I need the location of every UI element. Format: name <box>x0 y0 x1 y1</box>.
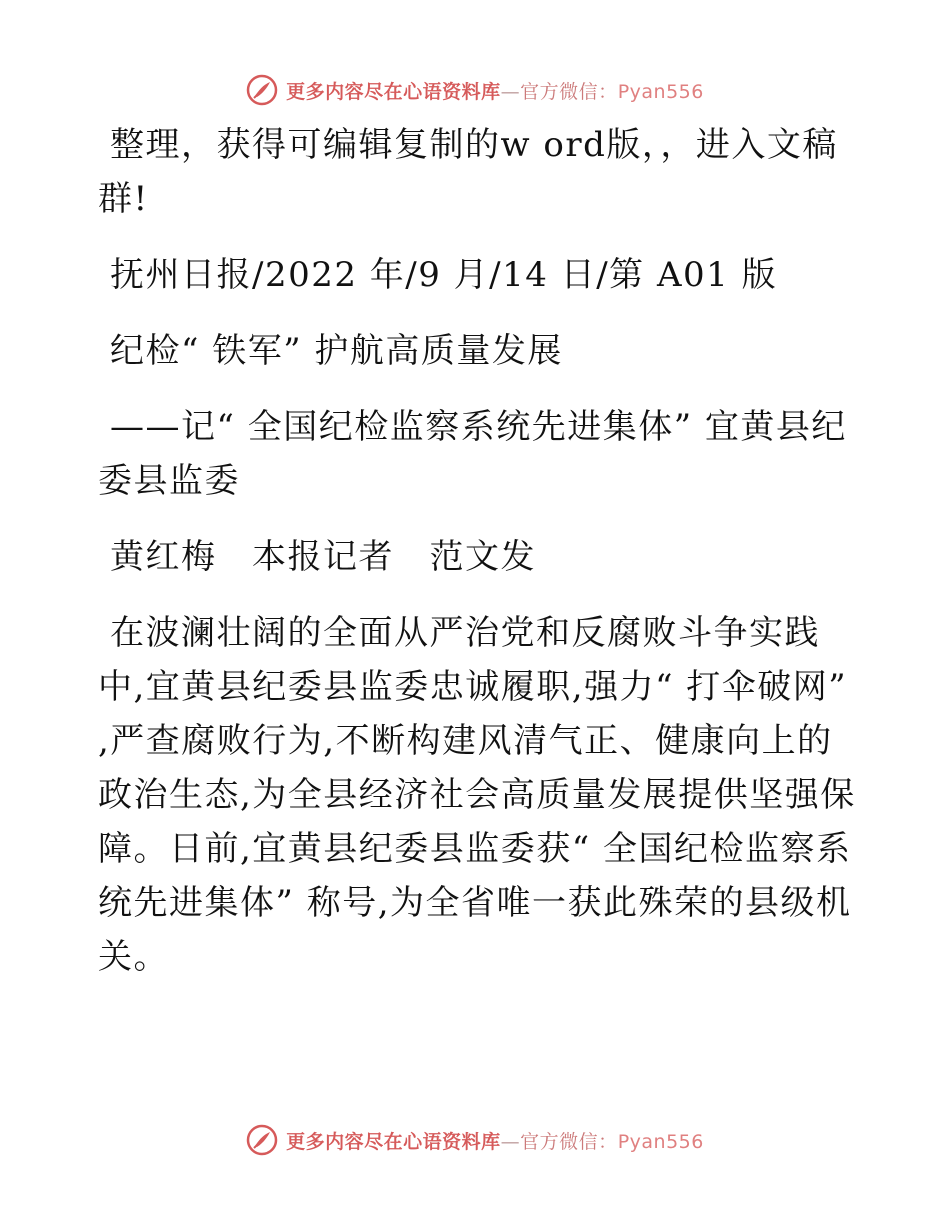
watermark-brand: 更多内容尽在心语资料库 <box>286 80 501 103</box>
source-line: 抚州日报/2022 年/9 月/14 日/第 A01 版 <box>110 255 778 295</box>
watermark-text <box>286 77 704 104</box>
watermark-handle: Pyan556 <box>617 80 704 103</box>
footer-watermark <box>0 1120 950 1160</box>
watermark-label: 官方微信： <box>520 1130 618 1153</box>
byline: 黄红梅 本报记者 范文发 <box>110 537 536 577</box>
watermark-handle: Pyan556 <box>617 1130 704 1153</box>
watermark-label: 官方微信： <box>520 80 618 103</box>
header-watermark <box>0 70 950 110</box>
watermark-text <box>286 1127 704 1154</box>
body-paragraph: 在波澜壮阔的全面从严治党和反腐败斗争实践中,宜黄县纪委县监委忠诚履职,强力“ 打伞破网” ,严查腐败行为,不断构建风清气正、健康向上的政治生态,为全县经济社会高质量发展提供坚强保障。日前,宜黄县纪委县监委获“ 全国纪检监察系统先进集体” 称号,为全省唯一获此殊荣的县级机关。 <box>98 613 856 977</box>
intro-note: 整理，获得可编辑复制的w ord版，，进入文稿群! <box>98 125 838 219</box>
watermark-separator: — <box>500 80 521 103</box>
watermark-brand: 更多内容尽在心语资料库 <box>286 1130 501 1153</box>
watermark-separator: — <box>500 1130 521 1153</box>
subheadline: ——记“ 全国纪检监察系统先进集体” 宜黄县纪委县监委 <box>98 407 847 501</box>
quill-logo-icon <box>246 74 278 106</box>
article-content <box>98 118 858 1006</box>
headline: 纪检“ 铁军” 护航高质量发展 <box>110 331 563 371</box>
quill-logo-icon <box>246 1124 278 1156</box>
